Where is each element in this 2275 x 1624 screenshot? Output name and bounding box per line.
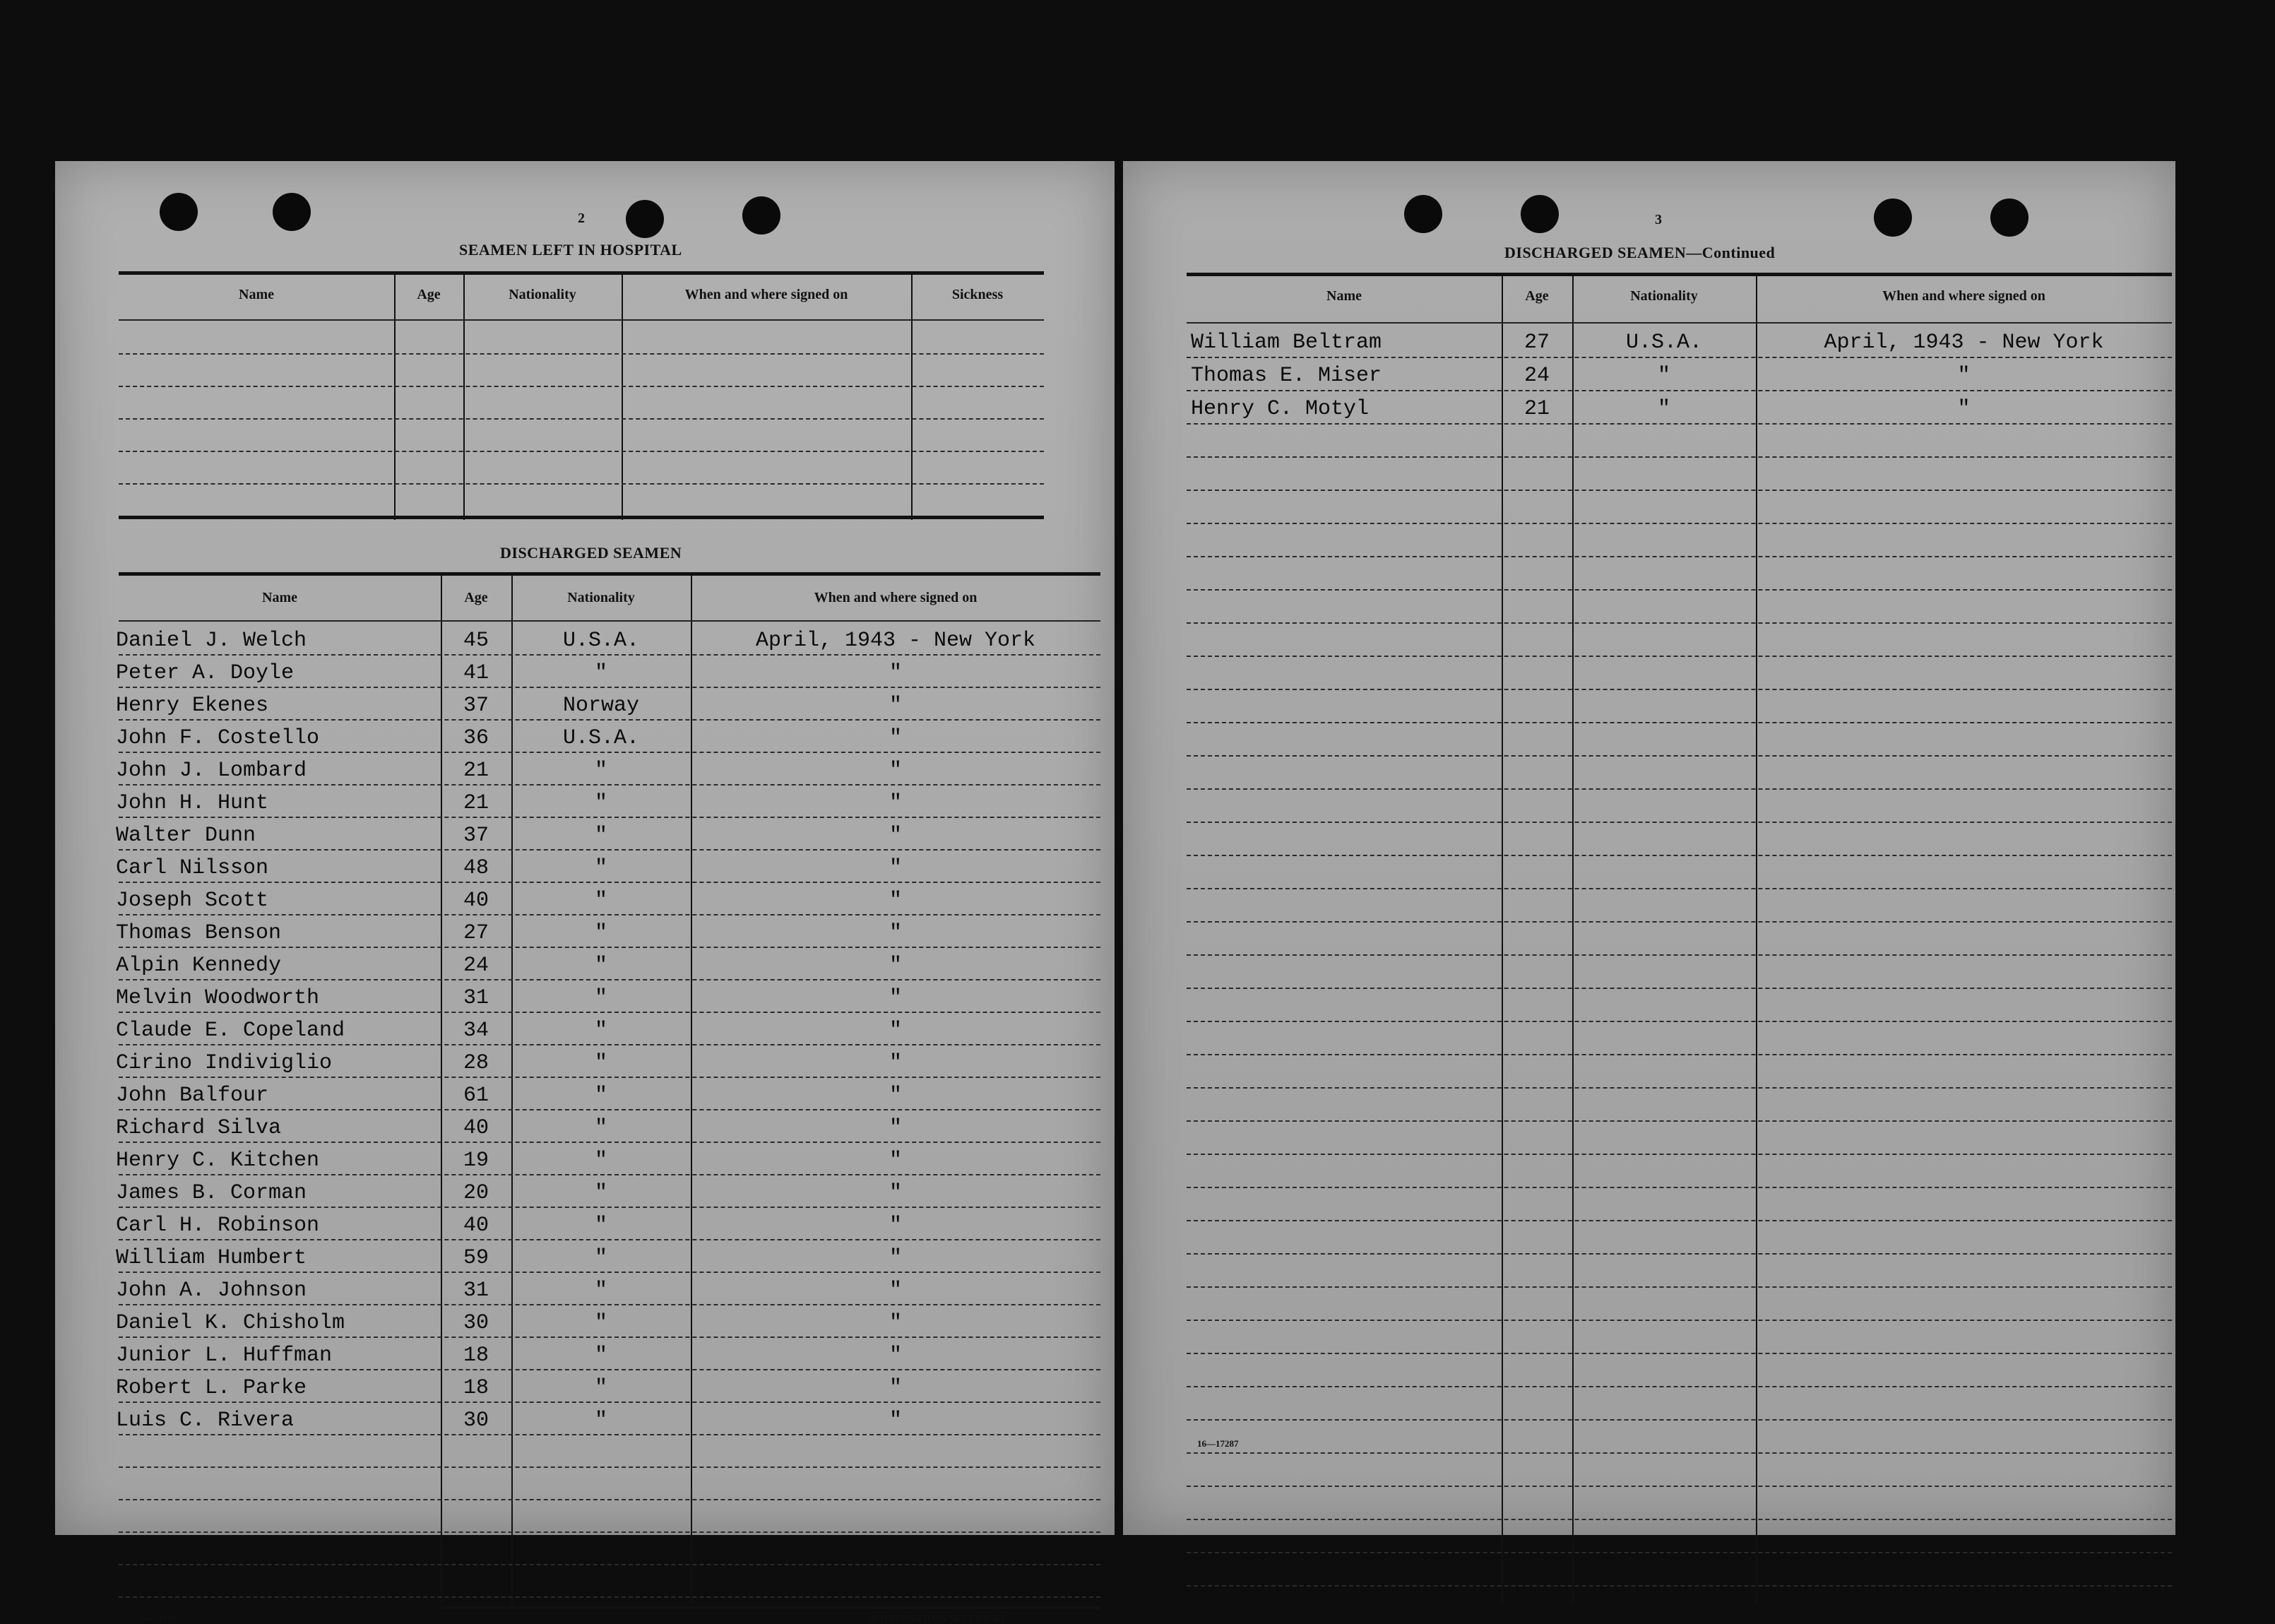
seaman-nationality: " (594, 1214, 607, 1238)
seaman-signed-on: " (1957, 397, 1971, 421)
seaman-name: Walter Dunn (116, 824, 256, 848)
seaman-age: 40 (463, 1116, 489, 1140)
row-line (1187, 1154, 2172, 1155)
seaman-name: William Beltram (1191, 331, 1382, 355)
punch-hole (1874, 198, 1912, 237)
seaman-nationality: " (594, 1084, 607, 1108)
row-line (1187, 921, 2172, 923)
row-line (119, 849, 1100, 850)
seaman-name: Melvin Woodworth (116, 986, 320, 1010)
seaman-signed-on: " (889, 1019, 902, 1043)
punch-hole (1990, 198, 2029, 237)
seaman-signed-on: " (889, 1084, 902, 1108)
seaman-nationality: " (594, 791, 607, 815)
seaman-age: 30 (463, 1409, 489, 1433)
row-line (119, 1109, 1100, 1110)
table-top-rule (1187, 273, 2172, 276)
blank-row-line (119, 353, 1044, 355)
form-number: 16—17287 (140, 1613, 182, 1623)
seaman-nationality: U.S.A. (562, 726, 640, 750)
seaman-name: John H. Hunt (116, 791, 269, 815)
row-line (1187, 357, 2172, 358)
blank-row-line (119, 418, 1044, 420)
table-top-rule (119, 572, 1100, 576)
column-header-signed-on: When and where signed on (684, 287, 848, 302)
seaman-nationality: " (594, 1279, 607, 1303)
row-line (1187, 1452, 2172, 1454)
row-line (119, 752, 1100, 753)
row-line (119, 1077, 1100, 1078)
row-line (1187, 1286, 2172, 1288)
seaman-signed-on: " (889, 791, 902, 815)
row-line (119, 1369, 1100, 1370)
column-header-signed-on: When and where signed on (814, 590, 978, 605)
row-line (119, 687, 1100, 688)
row-line (1187, 689, 2172, 690)
row-line (1187, 1386, 2172, 1387)
row-line (119, 1434, 1100, 1435)
seaman-signed-on: " (889, 1311, 902, 1335)
page-number: 3 (1655, 212, 1662, 227)
row-line (1187, 656, 2172, 657)
row-line (1187, 523, 2172, 524)
seaman-signed-on: April, 1943 - New York (1824, 331, 2104, 355)
seaman-nationality: " (594, 1116, 607, 1140)
seaman-age: 41 (463, 661, 489, 685)
row-line (1187, 1120, 2172, 1122)
row-line (1187, 822, 2172, 823)
seaman-nationality: " (594, 1409, 607, 1433)
row-line (119, 1239, 1100, 1240)
seaman-name: Luis C. Rivera (116, 1409, 295, 1433)
row-line (119, 1012, 1100, 1013)
seaman-name: James B. Corman (116, 1181, 307, 1205)
table-top-rule (119, 271, 1044, 275)
seaman-signed-on: " (889, 1116, 902, 1140)
seaman-nationality: " (594, 921, 607, 945)
seaman-nationality: " (594, 1376, 607, 1400)
seaman-nationality: " (594, 856, 607, 880)
seaman-age: 20 (463, 1181, 489, 1205)
column-header-nationality: Nationality (1630, 288, 1698, 304)
seaman-signed-on: " (889, 759, 902, 783)
seaman-nationality: " (594, 1344, 607, 1368)
row-line (1187, 954, 2172, 956)
row-line (119, 947, 1100, 948)
left-page (55, 161, 1115, 1623)
row-line (1187, 755, 2172, 757)
seaman-nationality: " (1657, 397, 1670, 421)
seaman-signed-on: " (889, 921, 902, 945)
seaman-age: 37 (463, 824, 489, 848)
column-header-age: Age (464, 590, 488, 605)
row-line (1187, 1353, 2172, 1354)
row-line (1187, 589, 2172, 591)
row-line (119, 914, 1100, 915)
seaman-age: 61 (463, 1084, 489, 1108)
seaman-name: Cirino Indiviglio (116, 1051, 333, 1075)
seaman-name: Richard Silva (116, 1116, 282, 1140)
seaman-age: 18 (463, 1344, 489, 1368)
punch-hole (742, 196, 780, 235)
seaman-signed-on: " (889, 1344, 902, 1368)
seaman-age: 24 (463, 954, 489, 978)
column-header-nationality: Nationality (509, 287, 576, 302)
seaman-nationality: " (1657, 364, 1670, 388)
seaman-signed-on: " (889, 824, 902, 848)
seaman-signed-on: " (889, 1149, 902, 1173)
row-line (1187, 788, 2172, 790)
row-line (119, 1336, 1100, 1338)
seaman-age: 19 (463, 1149, 489, 1173)
header-rule (119, 620, 1100, 622)
row-line (1187, 556, 2172, 557)
seaman-age: 48 (463, 856, 489, 880)
row-line (1187, 1519, 2172, 1520)
seaman-name: John F. Costello (116, 726, 320, 750)
row-line (119, 1174, 1100, 1175)
blank-row-line (119, 386, 1044, 387)
seaman-signed-on: " (889, 1409, 902, 1433)
seaman-signed-on: " (1957, 364, 1971, 388)
row-line (1187, 622, 2172, 624)
punch-hole (273, 193, 311, 231)
seaman-signed-on: " (889, 954, 902, 978)
row-line (1187, 1253, 2172, 1255)
blank-row-line (119, 451, 1044, 452)
seaman-signed-on: " (889, 1214, 902, 1238)
row-line (119, 882, 1100, 883)
seaman-signed-on: " (889, 856, 902, 880)
column-header-age: Age (417, 287, 441, 302)
column-header-name: Name (239, 287, 274, 302)
punch-hole (1521, 195, 1559, 233)
seaman-signed-on: " (889, 889, 902, 913)
seaman-name: Carl Nilsson (116, 856, 269, 880)
seaman-age: 28 (463, 1051, 489, 1075)
right-page (1123, 161, 2175, 1535)
seaman-signed-on: " (889, 726, 902, 750)
column-divider (1572, 275, 1574, 1604)
seaman-nationality: " (594, 986, 607, 1010)
seaman-signed-on: " (889, 1181, 902, 1205)
seaman-age: 37 (463, 694, 489, 718)
seaman-name: John J. Lombard (116, 759, 307, 783)
column-header-age: Age (1525, 288, 1549, 304)
seaman-name: Daniel K. Chisholm (116, 1311, 345, 1335)
seaman-age: 21 (1523, 397, 1550, 421)
row-line (1187, 1054, 2172, 1055)
table-bottom-rule (119, 516, 1044, 519)
seaman-nationality: " (594, 1051, 607, 1075)
seaman-nationality: " (594, 1181, 607, 1205)
row-line (119, 719, 1100, 721)
seaman-name: Claude E. Copeland (116, 1019, 345, 1043)
seaman-age: 36 (463, 726, 489, 750)
row-line (119, 1044, 1100, 1045)
seaman-signed-on: " (889, 694, 902, 718)
seaman-signed-on: " (889, 1246, 902, 1270)
row-line (1187, 855, 2172, 856)
seaman-age: 18 (463, 1376, 489, 1400)
seaman-nationality: " (594, 1149, 607, 1173)
seaman-age: 21 (463, 791, 489, 815)
form-number: 16—17287 (1197, 1438, 1239, 1449)
seaman-name: Robert L. Parke (116, 1376, 307, 1400)
seaman-nationality: " (594, 824, 607, 848)
header-rule (119, 319, 1044, 321)
seaman-nationality: " (594, 759, 607, 783)
seaman-age: 30 (463, 1311, 489, 1335)
seaman-age: 27 (463, 921, 489, 945)
row-line (1187, 390, 2172, 391)
row-line (1187, 490, 2172, 491)
seaman-age: 45 (463, 629, 489, 653)
seaman-signed-on: " (889, 1376, 902, 1400)
seaman-name: Henry C. Motyl (1191, 397, 1370, 421)
row-line (119, 1272, 1100, 1273)
column-header-sickness: Sickness (951, 287, 1004, 302)
row-line (119, 654, 1100, 656)
seaman-age: 21 (463, 759, 489, 783)
punch-hole (1404, 195, 1442, 233)
seaman-name: Junior L. Huffman (116, 1344, 333, 1368)
column-header-signed-on: When and where signed on (1882, 288, 2045, 304)
punch-hole (160, 193, 198, 231)
discharged-continued-title: DISCHARGED SEAMEN—Continued (1504, 244, 1776, 261)
column-header-name: Name (1326, 288, 1362, 304)
row-line (119, 1207, 1100, 1208)
seaman-nationality: " (594, 661, 607, 685)
row-line (119, 1499, 1100, 1500)
seaman-nationality: " (594, 954, 607, 978)
seaman-name: Alpin Kennedy (116, 954, 282, 978)
seaman-name: John Balfour (116, 1084, 269, 1108)
seaman-name: Carl H. Robinson (116, 1214, 320, 1238)
column-header-name: Name (262, 590, 297, 605)
seaman-signed-on: " (889, 661, 902, 685)
row-line (1187, 1419, 2172, 1421)
seaman-nationality: U.S.A. (1625, 331, 1703, 355)
row-line (119, 1401, 1100, 1403)
seaman-age: 40 (463, 1214, 489, 1238)
punch-hole (626, 200, 664, 238)
seaman-age: 31 (463, 986, 489, 1010)
seaman-nationality: " (594, 1246, 607, 1270)
column-divider (1502, 275, 1503, 1604)
row-line (1187, 1021, 2172, 1022)
row-line (119, 1304, 1100, 1305)
page-number: 2 (578, 211, 585, 226)
table-bottom-rule (441, 1606, 1100, 1609)
seaman-name: Thomas E. Miser (1191, 364, 1382, 388)
row-line (1187, 1486, 2172, 1487)
row-line (119, 1596, 1100, 1598)
seaman-name: William Humbert (116, 1246, 307, 1270)
seaman-name: Henry Ekenes (116, 694, 269, 718)
seaman-signed-on: April, 1943 - New York (755, 629, 1036, 653)
seaman-age: 31 (463, 1279, 489, 1303)
seaman-nationality: " (594, 889, 607, 913)
row-line (1187, 722, 2172, 723)
seaman-signed-on: " (889, 1279, 902, 1303)
row-line (1187, 423, 2172, 425)
column-header-nationality: Nationality (567, 590, 635, 605)
row-line (1187, 1552, 2172, 1553)
seaman-signed-on: " (889, 1051, 902, 1075)
seaman-age: 59 (463, 1246, 489, 1270)
row-line (119, 784, 1100, 786)
seaman-age: 27 (1523, 331, 1550, 355)
seaman-name: Daniel J. Welch (116, 629, 307, 653)
hospital-section-title: SEAMEN LEFT IN HOSPITAL (459, 241, 682, 259)
row-line (1187, 988, 2172, 989)
row-line (119, 1564, 1100, 1565)
column-divider (1756, 275, 1757, 1604)
row-line (119, 1531, 1100, 1533)
header-rule (1187, 322, 2172, 324)
seaman-age: 34 (463, 1019, 489, 1043)
row-line (1187, 888, 2172, 889)
seaman-age: 40 (463, 889, 489, 913)
seaman-name: Peter A. Doyle (116, 661, 295, 685)
row-line (119, 1142, 1100, 1143)
discharged-section-title: DISCHARGED SEAMEN (500, 544, 682, 562)
seaman-nationality: " (594, 1311, 607, 1335)
seaman-nationality: " (594, 1019, 607, 1043)
seaman-name: John A. Johnson (116, 1279, 307, 1303)
seaman-name: Joseph Scott (116, 889, 269, 913)
seaman-name: Thomas Benson (116, 921, 282, 945)
row-line (119, 1466, 1100, 1468)
seaman-age: 24 (1523, 364, 1550, 388)
row-line (1187, 456, 2172, 458)
row-line (1187, 1187, 2172, 1188)
seaman-nationality: U.S.A. (562, 629, 640, 653)
row-line (119, 817, 1100, 818)
seaman-signed-on: " (889, 986, 902, 1010)
row-line (1187, 1320, 2172, 1321)
seaman-nationality: Norway (562, 694, 640, 718)
row-line (1187, 1087, 2172, 1089)
blank-row-line (119, 483, 1044, 485)
continued-note: [CONTINUED ON NEXT PAGE] (871, 1613, 1004, 1623)
row-line (1187, 1220, 2172, 1221)
seaman-name: Henry C. Kitchen (116, 1149, 320, 1173)
row-line (119, 979, 1100, 980)
